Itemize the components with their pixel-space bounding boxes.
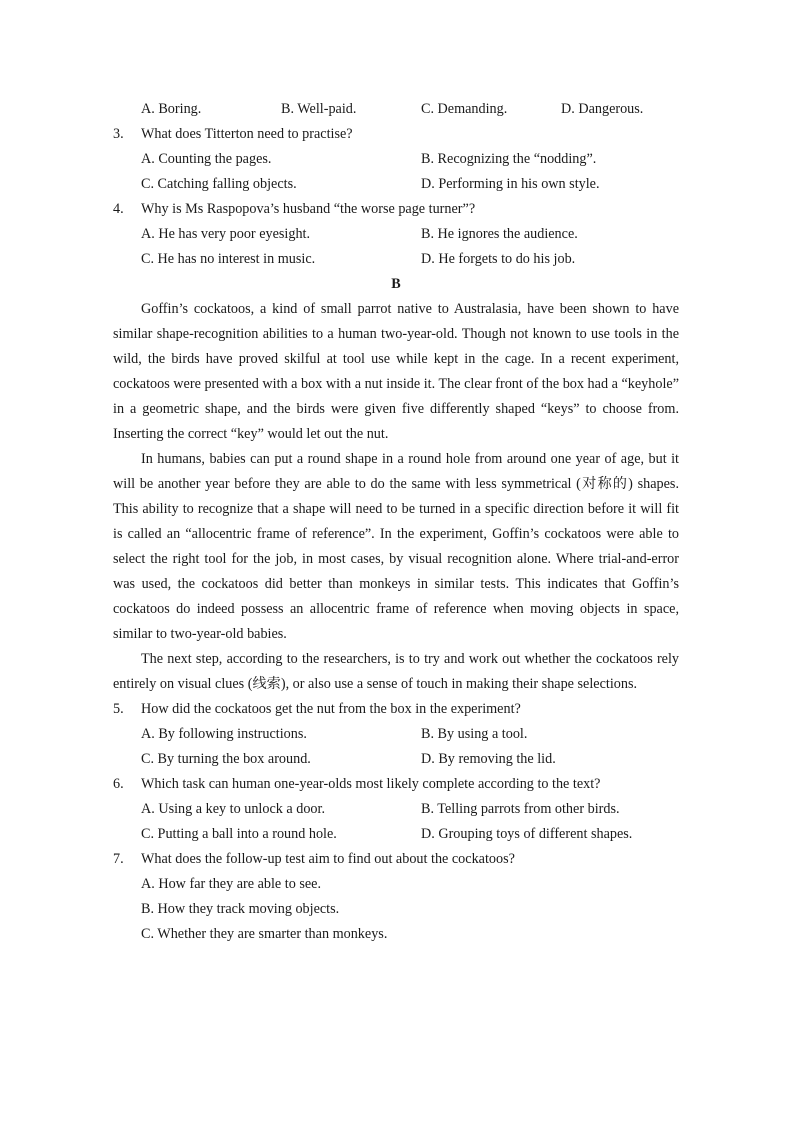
- q2-option-d: D. Dangerous.: [561, 101, 644, 117]
- q5-option-c: C. By turning the box around.: [141, 751, 311, 767]
- q3-option-c: C. Catching falling objects.: [141, 176, 297, 192]
- section-heading: B: [391, 276, 401, 292]
- q5-option-d: D. By removing the lid.: [421, 751, 556, 767]
- q6-option-b: B. Telling parrots from other birds.: [421, 801, 620, 817]
- q5-stem: [113, 697, 679, 722]
- q6-option-d: D. Grouping toys of different shapes.: [421, 826, 633, 842]
- q2-option-a: A. Boring.: [141, 101, 202, 117]
- q4-options-row2: [113, 247, 679, 272]
- q4-options-row1: [113, 222, 679, 247]
- document-page: [113, 97, 679, 947]
- q3-option-d: D. Performing in his own style.: [421, 176, 600, 192]
- passage-paragraph-2: In humans, babies can put a round shape in a round hole from around one year of age, but it will be another year before they are able to do the same with less symmetrical (对称的) shapes. This ability to recognize that a shape will need to be turned in a specific direction before it will fit is called an “allocentric frame of reference”. In the experiment, Goffin’s cockatoos were able to select the right tool for the job, in most cases, by visual recognition alone. Where trial-and-error was used, the cockatoos did better than monkeys in similar tests. This indicates that Goffin’s cockatoos do indeed possess an allocentric frame of reference when moving objects in space, similar to two-year-old babies.: [113, 451, 679, 642]
- passage-paragraph-3: The next step, according to the researchers, is to try and work out whether the cockatoos rely entirely on visual clues (线索), or also use a sense of touch in making their shape selections.: [113, 651, 679, 692]
- q6-number: 6.: [113, 776, 124, 792]
- q3-option-a: A. Counting the pages.: [141, 151, 272, 167]
- q7-option-row-b: [113, 897, 679, 922]
- q4-option-b: B. He ignores the audience.: [421, 226, 578, 242]
- q7-option-a: A. How far they are able to see.: [141, 876, 322, 892]
- q5-option-a: A. By following instructions.: [141, 726, 307, 742]
- q3-option-b: B. Recognizing the “nodding”.: [421, 151, 597, 167]
- q5-options-row1: [113, 722, 679, 747]
- q6-text: Which task can human one-year-olds most likely complete according to the text?: [141, 776, 601, 792]
- q5-number: 5.: [113, 701, 124, 717]
- q7-number: 7.: [113, 851, 124, 867]
- q7-text: What does the follow-up test aim to find out about the cockatoos?: [141, 851, 515, 867]
- q6-option-c: C. Putting a ball into a round hole.: [141, 826, 337, 842]
- q7-option-c: C. Whether they are smarter than monkeys.: [141, 926, 388, 942]
- q6-option-a: A. Using a key to unlock a door.: [141, 801, 326, 817]
- q6-options-row2: [113, 822, 679, 847]
- passage-paragraph-1: Goffin’s cockatoos, a kind of small parrot native to Australasia, have been shown to have similar shape-recognition abilities to a human two-year-old. Though not known to use tools in the wild, the birds have proved skilful at tool use while kept in the cage. In a recent experiment, cockatoos were presented with a box with a nut inside it. The clear front of the box had a “keyhole” in a geometric shape, and the birds were given five differently shaped “keys” to choose from. Inserting the correct “key” would let out the nut.: [113, 301, 679, 442]
- q3-options-row2: [113, 172, 679, 197]
- q5-text: How did the cockatoos get the nut from the box in the experiment?: [141, 701, 521, 717]
- q3-stem: [113, 122, 679, 147]
- q4-option-d: D. He forgets to do his job.: [421, 251, 576, 267]
- q6-options-row1: [113, 797, 679, 822]
- q2-option-c: C. Demanding.: [421, 101, 508, 117]
- q4-option-c: C. He has no interest in music.: [141, 251, 316, 267]
- q7-option-row-a: [113, 872, 679, 897]
- q3-number: 3.: [113, 126, 124, 142]
- q3-options-row1: [113, 147, 679, 172]
- q7-option-row-c: [113, 922, 679, 947]
- q4-number: 4.: [113, 201, 124, 217]
- q2-options: [113, 97, 679, 122]
- q4-stem: [113, 197, 679, 222]
- q5-option-b: B. By using a tool.: [421, 726, 528, 742]
- q4-text: Why is Ms Raspopova’s husband “the worse page turner”?: [141, 201, 476, 217]
- q7-stem: [113, 847, 679, 872]
- q4-option-a: A. He has very poor eyesight.: [141, 226, 311, 242]
- q6-stem: [113, 772, 679, 797]
- q7-option-b: B. How they track moving objects.: [141, 901, 340, 917]
- q2-option-b: B. Well-paid.: [281, 101, 357, 117]
- q5-options-row2: [113, 747, 679, 772]
- q3-text: What does Titterton need to practise?: [141, 126, 353, 142]
